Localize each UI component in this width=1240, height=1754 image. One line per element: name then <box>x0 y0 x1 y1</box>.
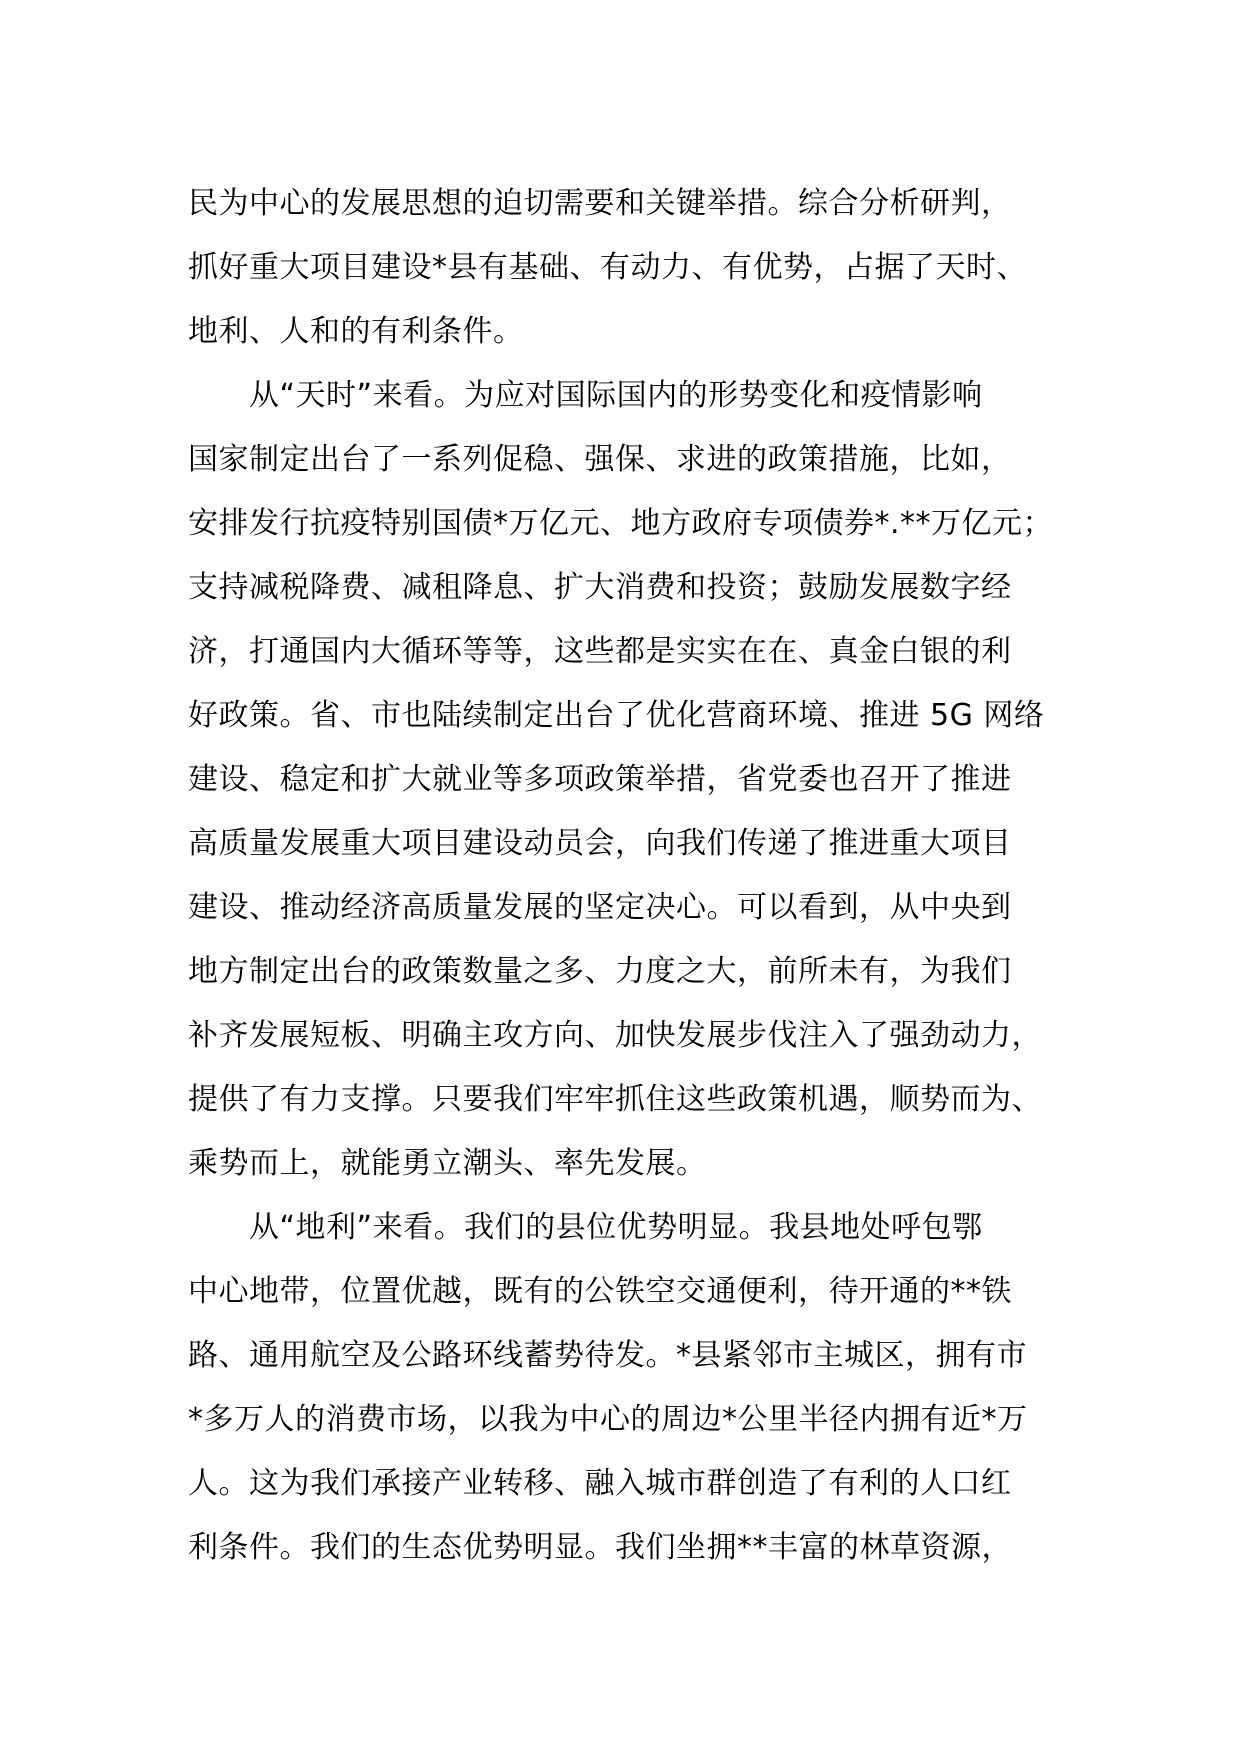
text-line: 支持减税降费、减租降息、扩大消费和投资；鼓励发展数字经 <box>188 570 1012 605</box>
text-line: 路、通用航空及公路环线蓄势待发。*县紧邻市主城区，拥有市 <box>188 1338 1027 1373</box>
text-line: 建设、推动经济高质量发展的坚定决心。可以看到，从中央到 <box>188 890 1012 925</box>
text-line: 国家制定出台了一系列促稳、强保、求进的政策措施，比如， <box>188 442 1012 477</box>
text-line: 抓好重大项目建设*县有基础、有动力、有优势，占据了天时、 <box>188 250 1027 285</box>
text-line: 提供了有力支撑。只要我们牢牢抓住这些政策机遇，顺势而为、 <box>188 1082 1042 1117</box>
text-line: 地利、人和的有利条件。 <box>188 314 524 349</box>
text-line: 中心地带，位置优越，既有的公铁空交通便利，待开通的**铁 <box>188 1274 1012 1309</box>
text-line: 好政策。省、市也陆续制定出台了优化营商环境、推进 5G 网络 <box>188 698 1045 733</box>
body-text <box>188 172 1088 1580</box>
text-line: 高质量发展重大项目建设动员会，向我们传递了推进重大项目 <box>188 826 1012 861</box>
text-line: 安排发行抗疫特别国债*万亿元、地方政府专项债券*.**万亿元； <box>188 506 1054 541</box>
text-line: 建设、稳定和扩大就业等多项政策举措，省党委也召开了推进 <box>188 762 1012 797</box>
text-line: 人。这为我们承接产业转移、融入城市群创造了有利的人口红 <box>188 1466 1012 1501</box>
text-line: *多万人的消费市场，以我为中心的周边*公里半径内拥有近*万 <box>188 1402 1028 1437</box>
text-line: 补齐发展短板、明确主攻方向、加快发展步伐注入了强劲动力， <box>188 1018 1042 1053</box>
text-line: 济，打通国内大循环等等，这些都是实实在在、真金白银的利 <box>188 634 1012 669</box>
paragraph-start-line: 从“地利”来看。我们的县位优势明显。我县地处呼包鄂 <box>188 1210 983 1245</box>
text-line: 地方制定出台的政策数量之多、力度之大，前所未有，为我们 <box>188 954 1012 989</box>
paragraph-start-line: 从“天时”来看。为应对国际国内的形势变化和疫情影响 <box>188 378 983 413</box>
text-line: 民为中心的发展思想的迫切需要和关键举措。综合分析研判， <box>188 186 1012 221</box>
text-line: 利条件。我们的生态优势明显。我们坐拥**丰富的林草资源， <box>188 1530 1012 1565</box>
text-line: 乘势而上，就能勇立潮头、率先发展。 <box>188 1146 707 1181</box>
